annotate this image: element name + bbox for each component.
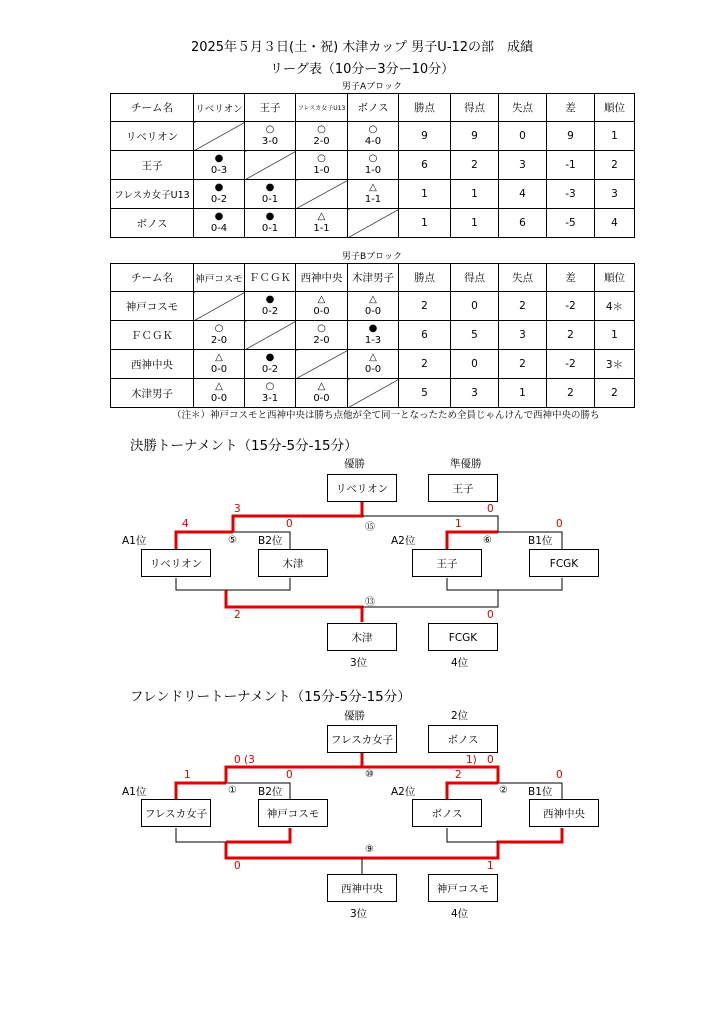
result-score: 1-0 xyxy=(313,165,330,176)
league-a-caption: 男子Aブロック xyxy=(342,82,402,92)
page-title: 2025年５月３日(土・祝) 木津カップ 男子U-12の部 成績 xyxy=(190,40,534,55)
points-cell: 1 xyxy=(399,180,451,209)
goal-diff-cell: -5 xyxy=(547,209,595,238)
goals-against-cell: 6 xyxy=(499,209,547,238)
result-mark: ● xyxy=(214,211,224,222)
points-cell: 6 xyxy=(399,321,451,350)
result-score: 1-1 xyxy=(313,223,330,234)
match-number: ⑤ xyxy=(228,535,237,546)
header-goals-for: 得点 xyxy=(451,264,499,292)
team-box: ボノス xyxy=(412,799,482,827)
goals-for-cell: 1 xyxy=(451,180,499,209)
header-opponent: ボノス xyxy=(348,94,399,122)
friendly-final-score-right: 0 xyxy=(487,754,494,766)
header-opponent: 木津男子 xyxy=(348,264,399,292)
team-name-cell: ＦＣＧＫ xyxy=(111,321,194,350)
friendly-tournament-title: フレンドリートーナメント（15分-5分-15分） xyxy=(130,689,411,705)
slot-label: A2位 xyxy=(391,535,416,547)
slot-label: B1位 xyxy=(528,786,553,798)
goals-against-cell: 2 xyxy=(499,350,547,379)
friendly-champion-label: 優勝 xyxy=(344,710,365,722)
result-mark: ○ xyxy=(317,153,326,164)
result-mark: ○ xyxy=(265,124,275,135)
match-number: ② xyxy=(499,785,508,796)
result-mark: ○ xyxy=(317,124,326,135)
header-team: チーム名 xyxy=(111,264,194,292)
match-number: ① xyxy=(228,785,237,796)
tiebreak-note: （注＊）神戸コスモと西神中央は勝ち点他が全て同一となったため全員じゃんけんで西神中央の勝ち xyxy=(172,410,600,421)
goals-for-cell: 1 xyxy=(451,209,499,238)
result-mark: ● xyxy=(265,294,275,305)
final-third-box: 木津 xyxy=(327,623,397,651)
friendly-third-score-right: 1 xyxy=(487,860,494,872)
result-score: 1-0 xyxy=(364,165,382,176)
points-cell: 6 xyxy=(399,151,451,180)
team-box: リベリオン xyxy=(141,549,211,577)
rank-cell: 1 xyxy=(595,122,635,151)
result-score: 3-1 xyxy=(261,393,279,404)
team-name-cell: ボノス xyxy=(111,209,194,238)
goals-against-cell: 4 xyxy=(499,180,547,209)
header-points: 勝点 xyxy=(399,264,451,292)
points-cell: 2 xyxy=(399,292,451,321)
rank-cell: 1 xyxy=(595,321,635,350)
rank-cell: 4＊ xyxy=(595,292,635,321)
final-runnerup-label: 準優勝 xyxy=(450,458,482,470)
final-runnerup-box: 王子 xyxy=(428,474,498,502)
result-score: 0-0 xyxy=(210,393,228,404)
goals-for-cell: 0 xyxy=(451,350,499,379)
result-mark: ○ xyxy=(368,153,378,164)
rank-cell: 3 xyxy=(595,180,635,209)
result-mark: △ xyxy=(215,352,223,363)
result-score: 0-2 xyxy=(261,306,279,317)
semi2-score-right: 0 xyxy=(556,518,563,530)
goals-against-cell: 3 xyxy=(499,151,547,180)
friendly-final-score-left: 0 (3 xyxy=(234,754,255,766)
league-b-caption: 男子Bブロック xyxy=(342,252,402,262)
goal-diff-cell: -2 xyxy=(547,350,595,379)
result-mark: △ xyxy=(369,182,377,193)
result-mark: △ xyxy=(317,294,326,305)
points-cell: 9 xyxy=(399,122,451,151)
final-score-left: 3 xyxy=(234,503,241,515)
semi2-score-left: 1 xyxy=(455,518,462,530)
result-mark: ○ xyxy=(265,381,275,392)
team-name-cell: 神戸コスモ xyxy=(111,292,194,321)
header-rank: 順位 xyxy=(595,264,635,292)
match-number: ⑬ xyxy=(365,597,375,608)
result-mark: ○ xyxy=(214,323,224,334)
result-score: 0-4 xyxy=(210,223,228,234)
page-subtitle: リーグ表（10分ー3分ー10分） xyxy=(269,62,455,77)
team-box: フレスカ女子 xyxy=(141,799,211,827)
goal-diff-cell: 9 xyxy=(547,122,595,151)
header-goals-for: 得点 xyxy=(451,94,499,122)
result-score: 3-0 xyxy=(261,136,279,147)
result-mark: ● xyxy=(368,323,378,334)
header-opponent: 西神中央 xyxy=(296,264,348,292)
team-name-cell: リベリオン xyxy=(111,122,194,151)
friendly-third-box: 西神中央 xyxy=(327,874,397,902)
result-score: 1-3 xyxy=(364,335,382,346)
rank-cell: 2 xyxy=(595,151,635,180)
final-tournament-title: 決勝トーナメント（15分-5分-15分） xyxy=(130,438,358,454)
team-name-cell: 西神中央 xyxy=(111,350,194,379)
third-score-right: 0 xyxy=(487,609,494,621)
header-goals-against: 失点 xyxy=(499,94,547,122)
rank-cell: 3＊ xyxy=(595,350,635,379)
points-cell: 1 xyxy=(399,209,451,238)
header-opponent: リベリオン xyxy=(194,94,245,122)
points-cell: 5 xyxy=(399,379,451,408)
friendly-final-pk-right: 1) xyxy=(466,754,477,766)
bracket-line-winner xyxy=(226,842,362,858)
third-label: 3位 xyxy=(350,657,368,669)
result-score: 0-0 xyxy=(364,364,382,375)
result-mark: ● xyxy=(265,182,275,193)
slot-label: B1位 xyxy=(528,535,553,547)
header-opponent: フレスカ女子U13 xyxy=(296,94,348,122)
final-champion-label: 優勝 xyxy=(344,458,365,470)
goals-against-cell: 1 xyxy=(499,379,547,408)
friendly-semi1-score-right: 0 xyxy=(286,769,293,781)
result-mark: ○ xyxy=(368,124,378,135)
semi1-score-left: 4 xyxy=(182,518,189,530)
friendly-runnerup-label: 2位 xyxy=(451,710,469,722)
slot-label: A2位 xyxy=(391,786,416,798)
result-score: 1-1 xyxy=(364,194,382,205)
rank-cell: 4 xyxy=(595,209,635,238)
header-goal-diff: 差 xyxy=(547,264,595,292)
header-points: 勝点 xyxy=(399,94,451,122)
result-mark: △ xyxy=(317,381,326,392)
goals-for-cell: 0 xyxy=(451,292,499,321)
header-opponent: 王子 xyxy=(245,94,296,122)
points-cell: 2 xyxy=(399,350,451,379)
result-mark: △ xyxy=(369,294,377,305)
team-box: 西神中央 xyxy=(529,799,599,827)
friendly-semi2-score-left: 2 xyxy=(455,769,462,781)
result-mark: △ xyxy=(317,211,326,222)
result-score: 0-3 xyxy=(210,165,228,176)
match-number: ⑥ xyxy=(483,535,492,546)
final-score-right: 0 xyxy=(487,503,494,515)
slot-label: B2位 xyxy=(258,786,283,798)
result-score: 0-2 xyxy=(261,364,279,375)
goal-diff-cell: -3 xyxy=(547,180,595,209)
goals-for-cell: 3 xyxy=(451,379,499,408)
friendly-third-score-left: 0 xyxy=(234,860,241,872)
result-score: 0-0 xyxy=(364,306,382,317)
slot-label: B2位 xyxy=(258,535,283,547)
header-opponent: 神戸コスモ xyxy=(194,264,245,292)
result-mark: △ xyxy=(369,352,377,363)
header-goals-against: 失点 xyxy=(499,264,547,292)
slot-label: A1位 xyxy=(122,786,147,798)
result-score: 0-0 xyxy=(210,364,228,375)
result-mark: ○ xyxy=(317,323,326,334)
result-mark: ● xyxy=(214,182,224,193)
third-score-left: 2 xyxy=(234,609,241,621)
header-goal-diff: 差 xyxy=(547,94,595,122)
goal-diff-cell: -1 xyxy=(547,151,595,180)
fourth-label: 4位 xyxy=(451,657,469,669)
team-box: 木津 xyxy=(258,549,328,577)
header-team: チーム名 xyxy=(111,94,194,122)
result-mark: ● xyxy=(265,352,275,363)
final-fourth-box: FCGK xyxy=(428,623,498,651)
result-score: 4-0 xyxy=(364,136,382,147)
team-name-cell: フレスカ女子U13 xyxy=(111,180,194,209)
fourth-label: 4位 xyxy=(451,908,469,920)
match-number: ⑩ xyxy=(365,769,374,780)
result-score: 0-1 xyxy=(261,194,279,205)
match-number: ⑨ xyxy=(365,844,374,855)
goals-for-cell: 9 xyxy=(451,122,499,151)
friendly-runnerup-box: ボノス xyxy=(428,725,498,753)
result-score: 0-2 xyxy=(210,194,228,205)
header-opponent: ＦＣＧＫ xyxy=(245,264,296,292)
team-name-cell: 王子 xyxy=(111,151,194,180)
friendly-fourth-box: 神戸コスモ xyxy=(428,874,498,902)
semi1-score-right: 0 xyxy=(286,518,293,530)
result-mark: △ xyxy=(215,381,223,392)
goals-against-cell: 2 xyxy=(499,292,547,321)
result-score: 2-0 xyxy=(313,136,330,147)
result-score: 2-0 xyxy=(313,335,330,346)
rank-cell: 2 xyxy=(595,379,635,408)
goal-diff-cell: -2 xyxy=(547,292,595,321)
team-box: 神戸コスモ xyxy=(258,799,328,827)
goal-diff-cell: 2 xyxy=(547,321,595,350)
goals-for-cell: 5 xyxy=(451,321,499,350)
result-score: 0-1 xyxy=(261,223,279,234)
result-score: 2-0 xyxy=(210,335,228,346)
result-score: 0-0 xyxy=(313,393,330,404)
team-name-cell: 木津男子 xyxy=(111,379,194,408)
bracket-line-winner xyxy=(447,783,498,800)
result-score: 0-0 xyxy=(313,306,330,317)
friendly-semi1-score-left: 1 xyxy=(184,769,191,781)
bracket-line-winner xyxy=(176,783,226,800)
match-number: ⑮ xyxy=(365,522,375,533)
header-rank: 順位 xyxy=(595,94,635,122)
result-mark: ● xyxy=(265,211,275,222)
goals-against-cell: 0 xyxy=(499,122,547,151)
result-mark: ● xyxy=(214,153,224,164)
goals-against-cell: 3 xyxy=(499,321,547,350)
team-box: 王子 xyxy=(412,549,482,577)
friendly-champion-box: フレスカ女子 xyxy=(327,725,397,753)
team-box: FCGK xyxy=(529,549,599,577)
friendly-semi2-score-right: 0 xyxy=(556,769,563,781)
third-label: 3位 xyxy=(350,908,368,920)
slot-label: A1位 xyxy=(122,535,147,547)
goal-diff-cell: 2 xyxy=(547,379,595,408)
final-champion-box: リベリオン xyxy=(327,474,397,502)
goals-for-cell: 2 xyxy=(451,151,499,180)
